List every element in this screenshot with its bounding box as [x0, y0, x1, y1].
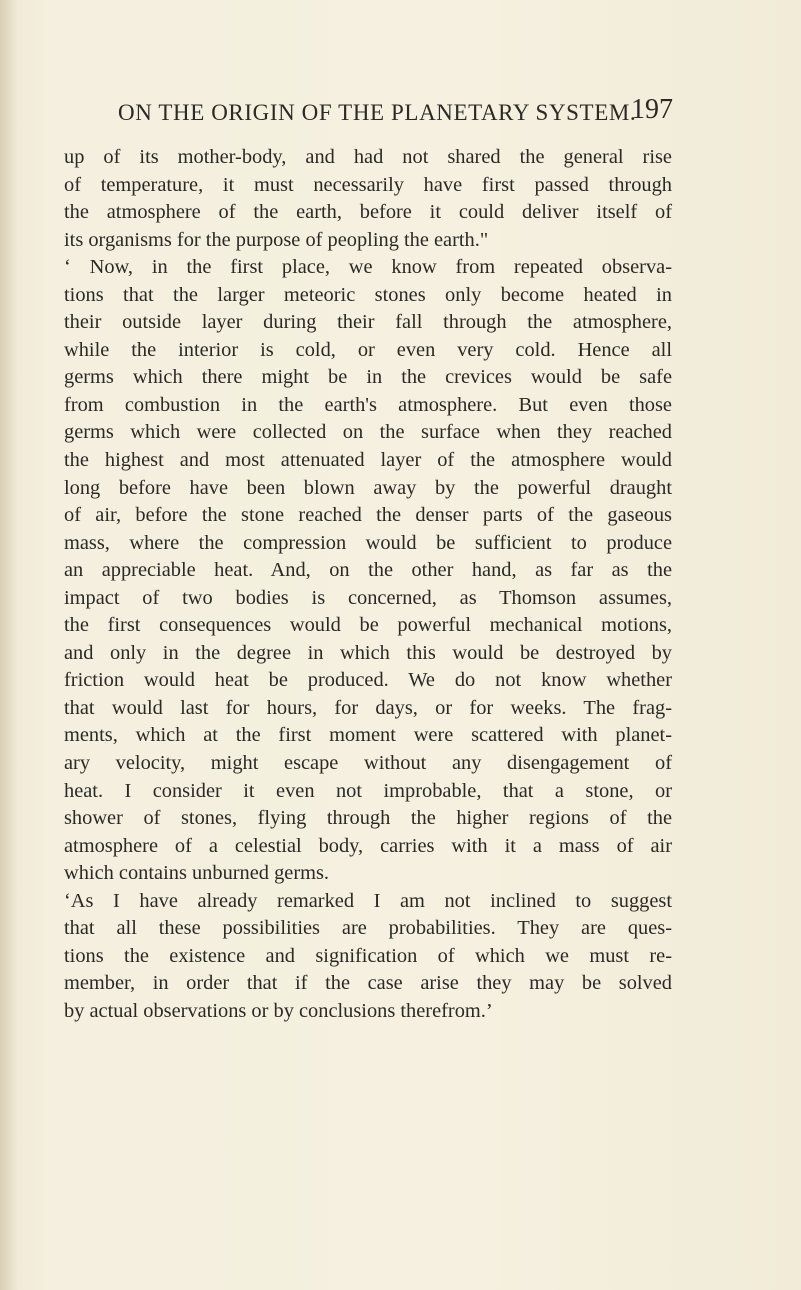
- text-line: germs which were collected on the surface when they reached: [64, 421, 672, 444]
- text-line: and only in the degree in which this would be destroyed by: [64, 641, 672, 664]
- text-line: tions the existence and signification of which we must re-: [64, 944, 672, 967]
- text-line: ‘As I have already remarked I am not inclined to suggest: [64, 889, 672, 912]
- text-line: tions that the larger meteoric stones only become heated in: [64, 283, 672, 306]
- body-text: [64, 144, 672, 1026]
- text-line: the highest and most attenuated layer of the atmosphere would: [64, 449, 672, 472]
- text-line: from combustion in the earth's atmosphere. But even those: [64, 393, 672, 416]
- text-line: atmosphere of a celestial body, carries with it a mass of air: [64, 834, 672, 857]
- text-line: which contains unburned germs.: [64, 862, 330, 885]
- text-line: mass, where the compression would be sufficient to produce: [64, 531, 672, 554]
- text-line: of temperature, it must necessarily have first passed through: [64, 173, 672, 196]
- text-line: ary velocity, might escape without any disengagement of: [64, 752, 672, 775]
- text-line: germs which there might be in the crevices would be safe: [64, 366, 672, 389]
- text-line: that all these possibilities are probabilities. They are ques-: [64, 917, 672, 940]
- running-title: ON THE ORIGIN OF THE PLANETARY SYSTEM.: [118, 100, 637, 125]
- text-line: its organisms for the purpose of peopling the earth.": [64, 228, 489, 251]
- text-line: member, in order that if the case arise they may be solved: [64, 972, 672, 995]
- text-line: ments, which at the first moment were scattered with planet-: [64, 724, 672, 747]
- text-line: ‘ Now, in the first place, we know from repeated observa-: [64, 256, 672, 279]
- text-line: an appreciable heat. And, on the other hand, as far as the: [64, 559, 672, 582]
- text-line: shower of stones, flying through the higher regions of the: [64, 807, 672, 830]
- text-line: their outside layer during their fall through the atmosphere,: [64, 311, 672, 334]
- text-line: by actual observations or by conclusions therefrom.’: [64, 999, 493, 1022]
- text-line: friction would heat be produced. We do not know whether: [64, 669, 672, 692]
- text-line: heat. I consider it even not improbable, that a stone, or: [64, 779, 672, 802]
- text-line: of air, before the stone reached the denser parts of the gaseous: [64, 504, 672, 527]
- text-line: while the interior is cold, or even very cold. Hence all: [64, 338, 672, 361]
- running-head: [118, 94, 673, 136]
- text-line: the atmosphere of the earth, before it could deliver itself of: [64, 201, 672, 224]
- text-line: that would last for hours, for days, or for weeks. The frag-: [64, 696, 672, 719]
- page-number: 197: [631, 94, 673, 125]
- text-line: the first consequences would be powerful mechanical motions,: [64, 614, 672, 637]
- text-line: impact of two bodies is concerned, as Thomson assumes,: [64, 586, 672, 609]
- gutter-shadow: [0, 0, 18, 1290]
- text-line: long before have been blown away by the powerful draught: [64, 476, 672, 499]
- text-line: up of its mother-body, and had not shared the general rise: [64, 146, 672, 168]
